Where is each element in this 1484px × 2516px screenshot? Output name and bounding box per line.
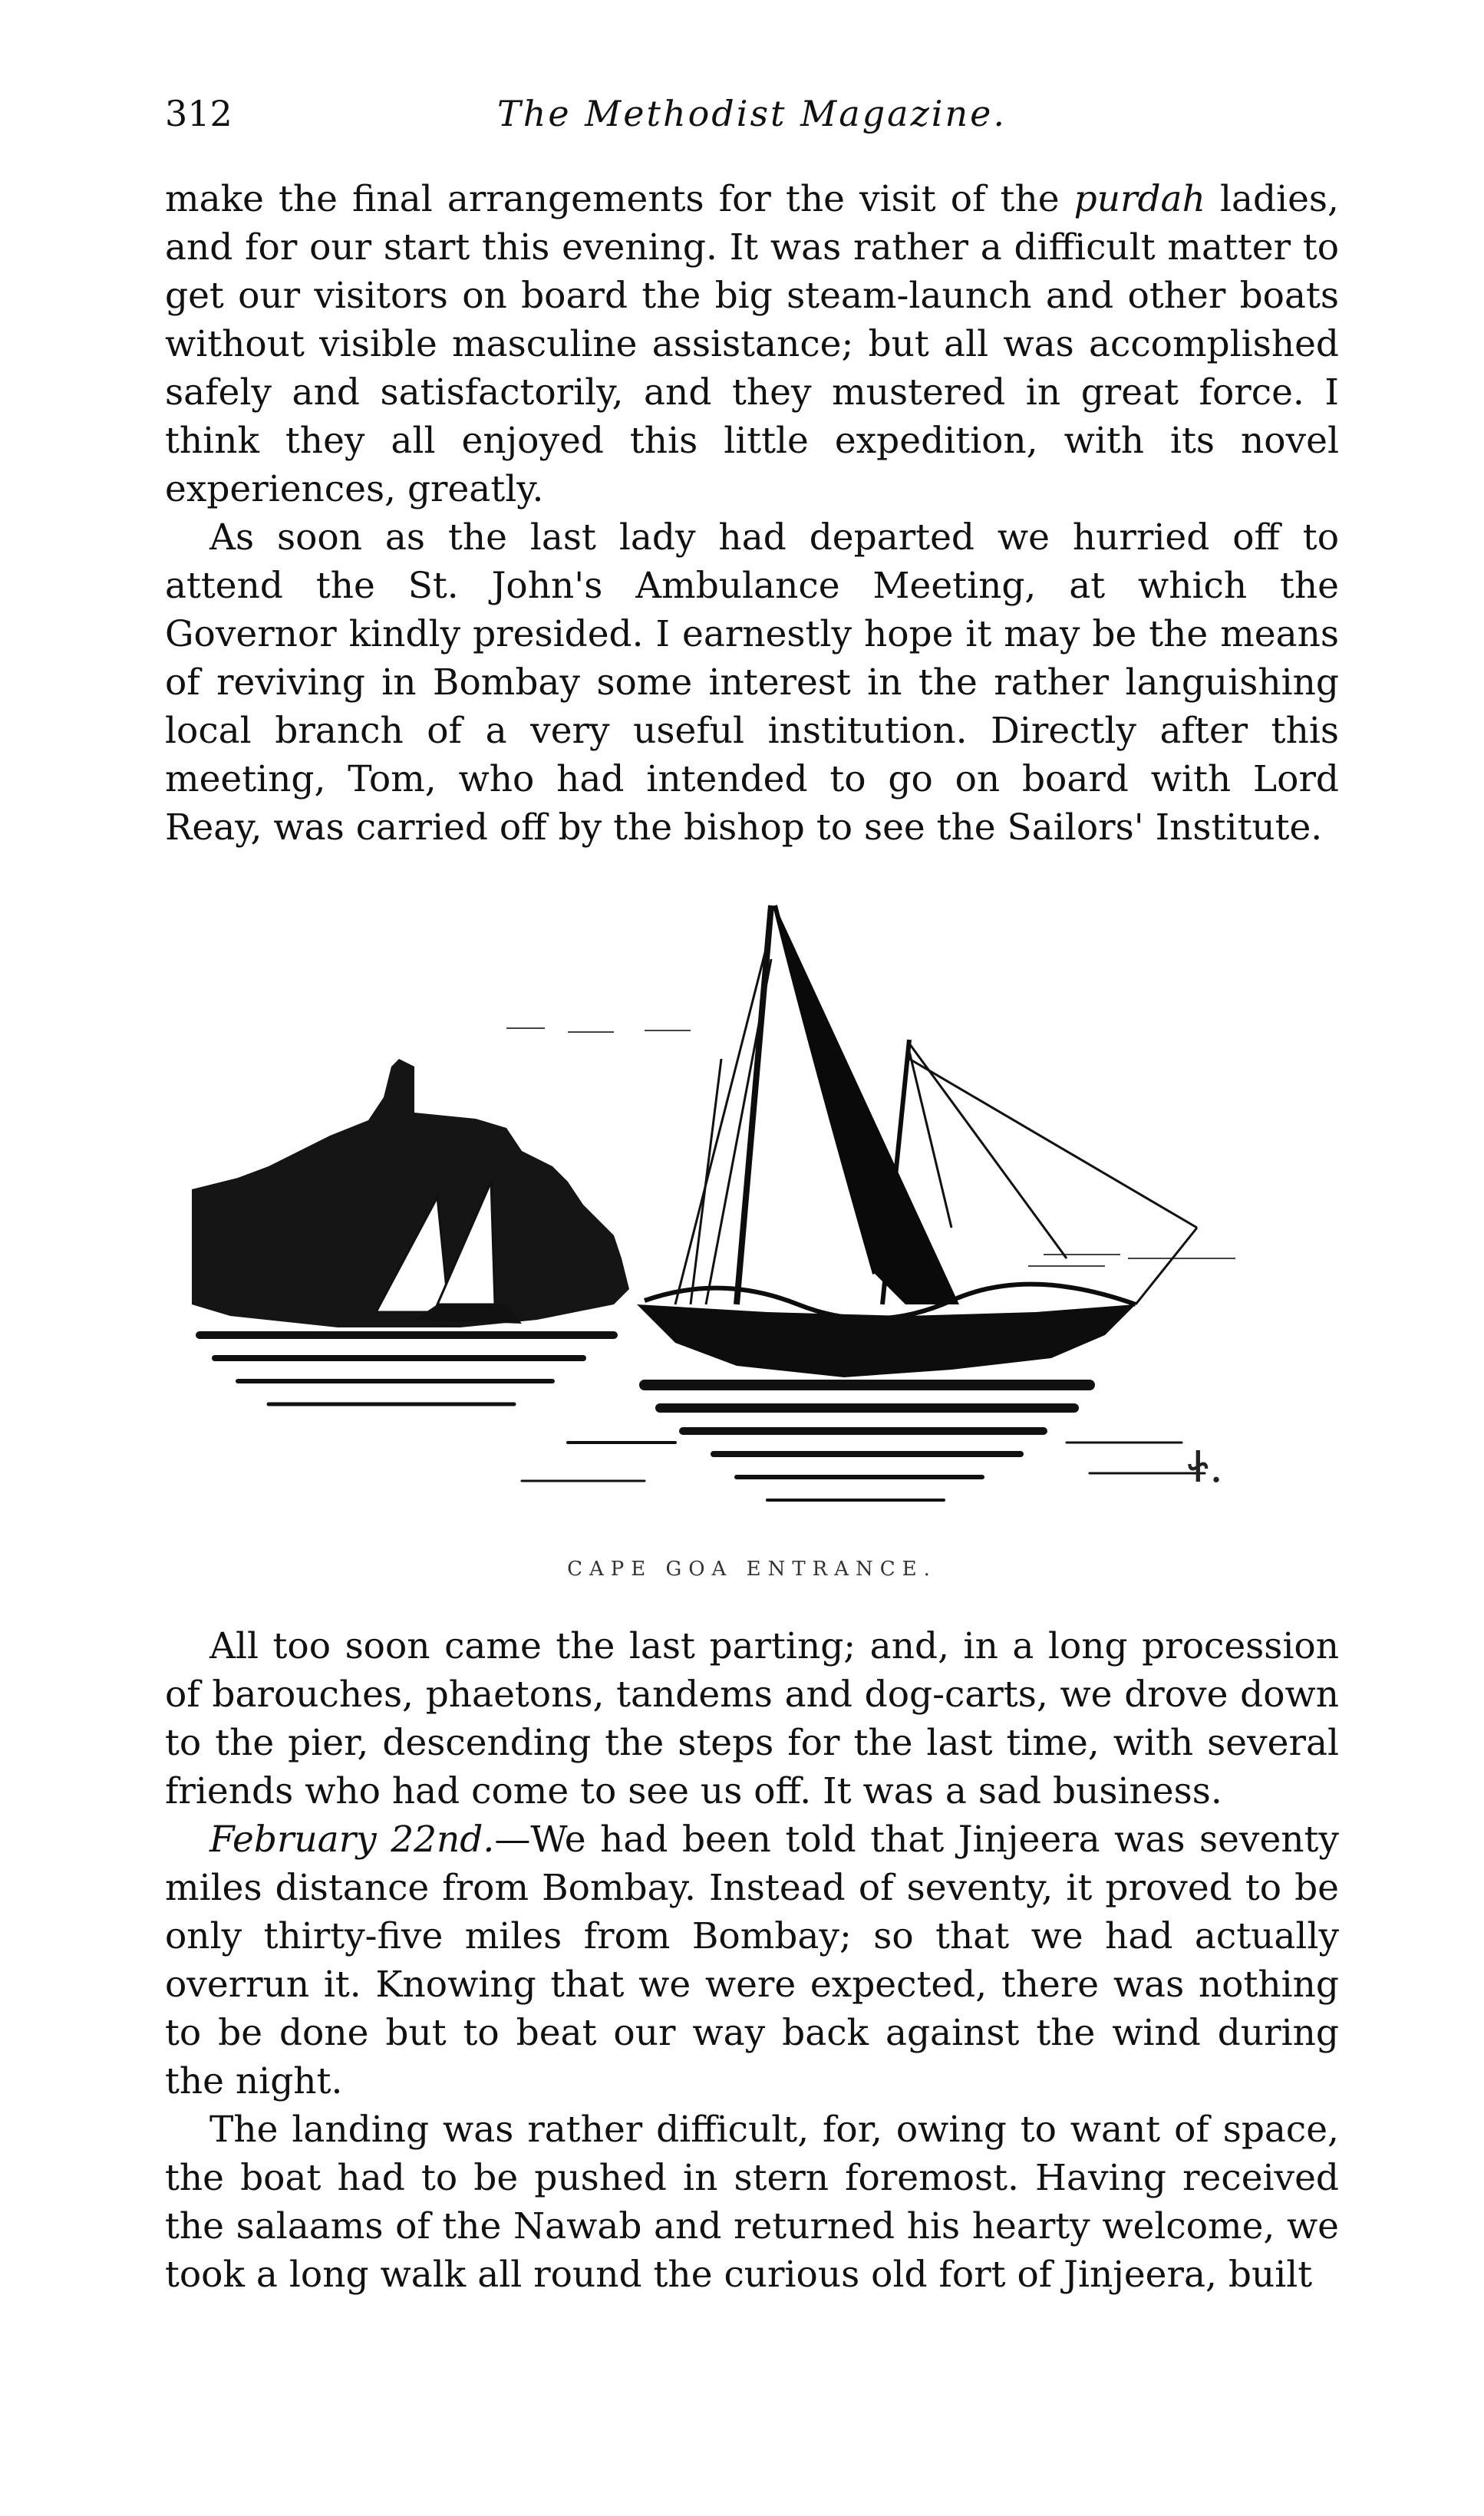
paragraph-dated-entry	[165, 1815, 1339, 2105]
text-block-bottom	[165, 1622, 1339, 2299]
paragraph-text: make the final arrangements for the visit of the	[165, 178, 1074, 220]
illustration-caption: CAPE GOA ENTRANCE.	[567, 1558, 937, 1581]
artist-monogram: Ꮠ.	[1188, 1443, 1223, 1492]
paragraph-text: —We had been told that Jinjeera was seventy miles distance from Bombay. Instead of seventy, it proved to be only thirty-five miles from Bombay; so that we had actually overrun it. Knowing that we were expected, there was nothing to be done but to beat our way back against the wind during the night.	[165, 1819, 1339, 2102]
italic-term: purdah	[1073, 178, 1205, 220]
ship-illustration	[184, 875, 1320, 1550]
page-number: 312	[165, 93, 232, 134]
paragraph: All too soon came the last parting; and, in a long procession of barouches, phaetons, tandems and dog-carts, we drove down to the pier, descending the steps for the last time, with several friends who had come to see us off. It was a sad business.	[165, 1625, 1339, 1812]
paragraph-text: ladies, and for our start this evening. It was rather a difficult matter to get our visitors on board the big steam-launch and other boats without visible masculine assistance; but all was accomplished safely and satisfactorily, and they mustered in great force. I think they all enjoyed this little expedition, with its novel experiences, greatly.	[165, 178, 1339, 510]
running-head	[165, 91, 1339, 144]
engraving-sailing-ship	[184, 875, 1320, 1550]
journal-title: The Methodist Magazine.	[497, 93, 1007, 134]
text-block-top	[165, 175, 1339, 852]
paragraph-continued	[165, 175, 1339, 513]
paragraph: As soon as the last lady had departed we hurried off to attend the St. John's Ambulance Meeting, at which the Governor kindly presided. I earnestly hope it may be the means of reviving in Bombay some interest in the rather languishing local branch of a very useful institution. Directly after this meeting, Tom, who had intended to go on board with Lord Reay, was carried off by the bishop to see the Sailors' Institute.	[165, 516, 1339, 849]
date-heading: February 22nd.	[209, 1819, 495, 1861]
paragraph: The landing was rather difficult, for, owing to want of space, the boat had to be pushed in stern foremost. Having received the salaams of the Nawab and returned his hearty welcome, we took a long walk all round the curious old fort of Jinjeera, built	[165, 2109, 1339, 2296]
